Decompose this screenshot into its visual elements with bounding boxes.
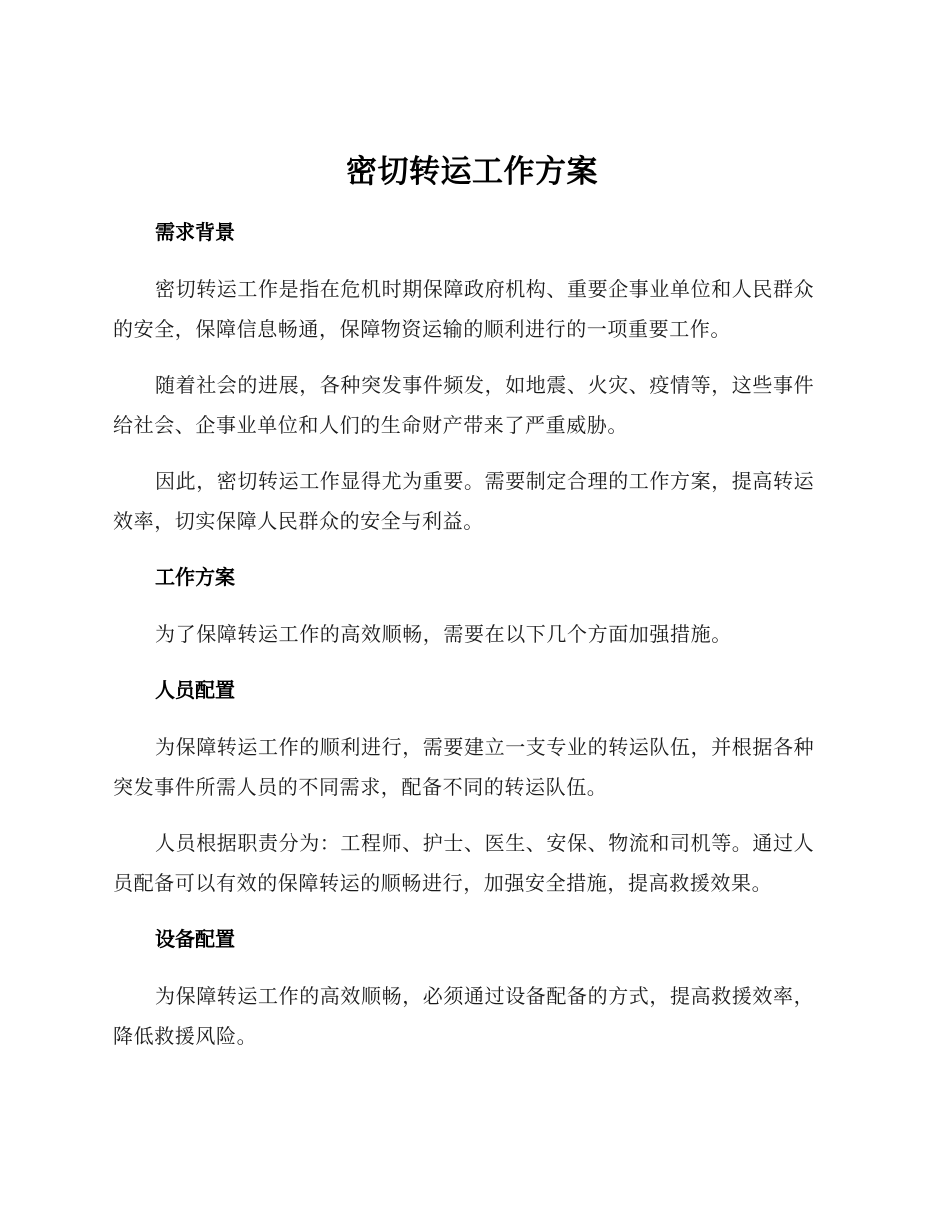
paragraph: 密切转运工作是指在危机时期保障政府机构、重要企事业单位和人民群众的安全，保障信息畅通，保障物资运输的顺利进行的一项重要工作。 bbox=[113, 277, 815, 341]
paragraph: 因此，密切转运工作显得尤为重要。需要制定合理的工作方案，提高转运效率，切实保障人民群众的安全与利益。 bbox=[113, 469, 815, 533]
paragraph: 为了保障转运工作的高效顺畅，需要在以下几个方面加强措施。 bbox=[155, 622, 732, 646]
section-heading-background: 需求背景 bbox=[155, 220, 235, 244]
paragraph: 为保障转运工作的顺利进行，需要建立一支专业的转运队伍，并根据各种突发事件所需人员的不同需求，配备不同的转运队伍。 bbox=[113, 735, 815, 799]
paragraph: 随着社会的进展，各种突发事件频发，如地震、火灾、疫情等，这些事件给社会、企事业单位和人们的生命财产带来了严重威胁。 bbox=[113, 373, 815, 437]
paragraph: 为保障转运工作的高效顺畅，必须通过设备配备的方式，提高救援效率，降低救援风险。 bbox=[113, 984, 815, 1048]
document-title: 密切转运工作方案 bbox=[346, 154, 598, 190]
paragraph: 人员根据职责分为：工程师、护士、医生、安保、物流和司机等。通过人员配备可以有效的保障转运的顺畅进行，加强安全措施，提高救援效果。 bbox=[113, 831, 815, 895]
section-heading-equipment: 设备配置 bbox=[155, 927, 235, 951]
document-body bbox=[113, 148, 831, 1072]
section-heading-staffing: 人员配置 bbox=[155, 678, 235, 702]
section-heading-work-plan: 工作方案 bbox=[155, 565, 235, 589]
